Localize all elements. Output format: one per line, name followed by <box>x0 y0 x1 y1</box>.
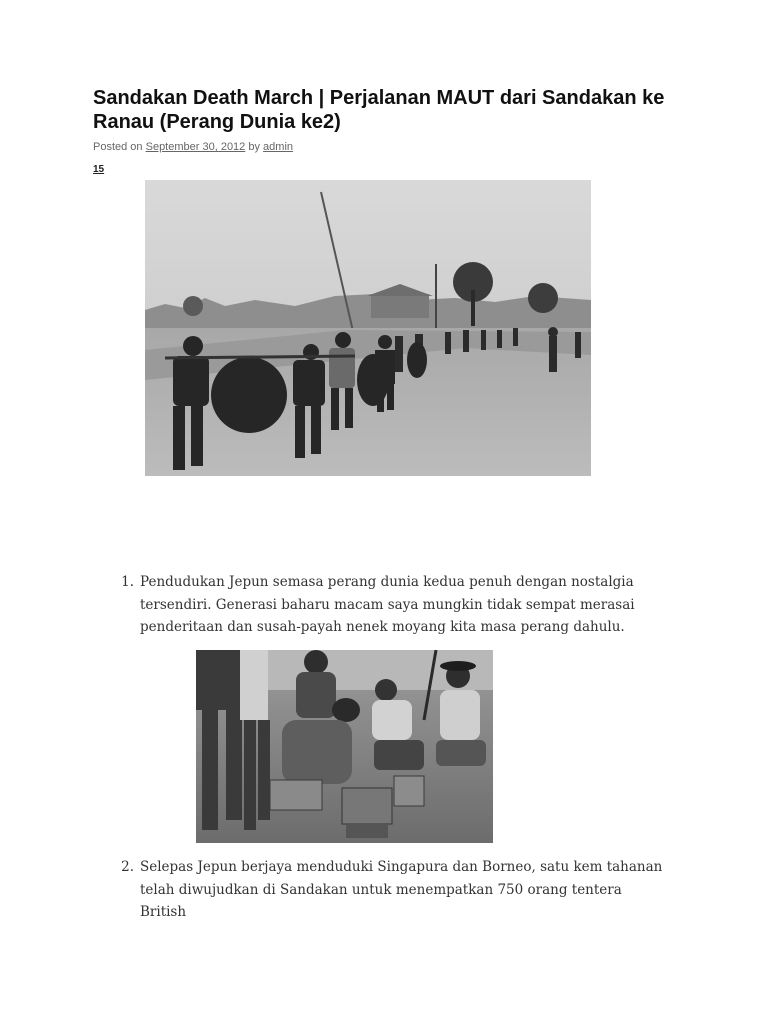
list-item <box>110 856 670 920</box>
post-meta <box>93 141 293 153</box>
list-item-number: 1. <box>121 574 134 590</box>
comments-count-link[interactable]: 15 <box>93 164 105 175</box>
by-label: by <box>248 141 260 153</box>
prisoners-camp-photo <box>196 650 493 843</box>
author-link[interactable]: admin <box>263 141 294 153</box>
posted-on-label: Posted on <box>93 141 143 153</box>
list-item-number: 2. <box>121 859 134 875</box>
list-item-text: Selepas Jepun berjaya menduduki Singapura dan Borneo, satu kem tahanan telah diwujudkan di Sandakan untuk menempatkan 750 orang tentera British <box>140 859 663 920</box>
list-item-text: Pendudukan Jepun semasa perang dunia kedua penuh dengan nostalgia tersendiri. Generasi baharu macam saya mungkin tidak sempat merasai penderitaan dan susah-payah nenek moyang kita masa perang dahulu. <box>140 574 635 635</box>
death-march-photo <box>145 180 591 476</box>
post-title: Sandakan Death March | Perjalanan MAUT dari Sandakan ke Ranau (Perang Dunia ke2) <box>93 87 665 133</box>
list-item <box>110 571 670 641</box>
post-date-link[interactable]: September 30, 2012 <box>145 141 246 153</box>
